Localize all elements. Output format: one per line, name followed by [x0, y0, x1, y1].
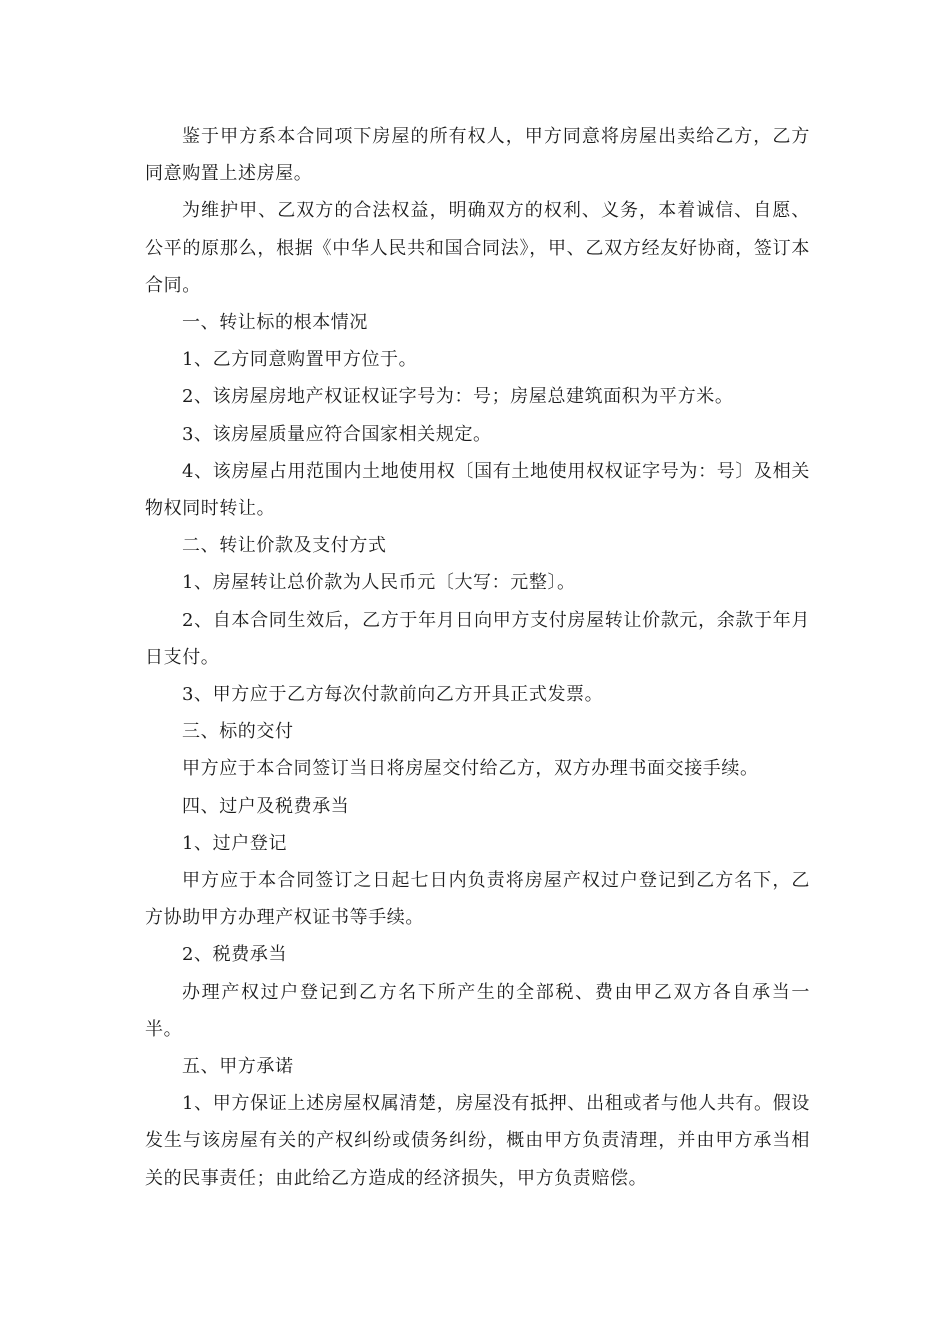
paragraph-preamble-ownership: 鉴于甲方系本合同项下房屋的所有权人，甲方同意将房屋出卖给乙方，乙方同意购置上述房屋。 [145, 126, 810, 185]
clause-4-1-body: 甲方应于本合同签订之日起七日内负责将房屋产权过户登记到乙方名下，乙方协助甲方办理产权证书等手续。 [145, 870, 810, 929]
clause-2-3: 3、甲方应于乙方每次付款前向乙方开具正式发票。 [182, 684, 604, 706]
clause-1-1: 1、乙方同意购置甲方位于。 [182, 349, 418, 371]
section-heading-4: 四、过户及税费承当 [182, 795, 350, 817]
subheading-4-2: 2、税费承当 [182, 944, 288, 966]
paragraph-preamble-principles: 为维护甲、乙双方的合法权益，明确双方的权利、义务，本着诚信、自愿、公平的原那么，根据《中华人民共和国合同法》，甲、乙双方经友好协商，签订本合同。 [145, 200, 810, 296]
section-heading-5: 五、甲方承诺 [182, 1056, 294, 1078]
clause-5-1: 1、甲方保证上述房屋权属清楚，房屋没有抵押、出租或者与他人共有。假设发生与该房屋有关的产权纠纷或债务纠纷，概由甲方负责清理，并由甲方承当相关的民事责任；由此给乙方造成的经济损失，甲方负责赔偿。 [145, 1093, 810, 1189]
subheading-4-1: 1、过户登记 [182, 832, 288, 854]
clause-1-3: 3、该房屋质量应符合国家相关规定。 [182, 423, 492, 445]
section-heading-3: 三、标的交付 [182, 721, 294, 743]
clause-1-4: 4、该房屋占用范围内土地使用权〔国有土地使用权权证字号为：号〕及相关物权同时转让。 [145, 460, 810, 520]
clause-2-2: 2、自本合同生效后，乙方于年月日向甲方支付房屋转让价款元，余款于年月日支付。 [145, 609, 810, 668]
clause-1-2: 2、该房屋房地产权证权证字号为：号；房屋总建筑面积为平方米。 [182, 386, 734, 408]
document-body [145, 118, 810, 1197]
section-heading-2: 二、转让价款及支付方式 [182, 535, 387, 557]
clause-3-body: 甲方应于本合同签订当日将房屋交付给乙方，双方办理书面交接手续。 [182, 758, 759, 780]
section-heading-1: 一、转让标的根本情况 [182, 312, 368, 334]
clause-4-2-body: 办理产权过户登记到乙方名下所产生的全部税、费由甲乙双方各自承当一半。 [145, 981, 810, 1040]
clause-2-1: 1、房屋转让总价款为人民币元〔大写：元整〕。 [182, 572, 576, 594]
